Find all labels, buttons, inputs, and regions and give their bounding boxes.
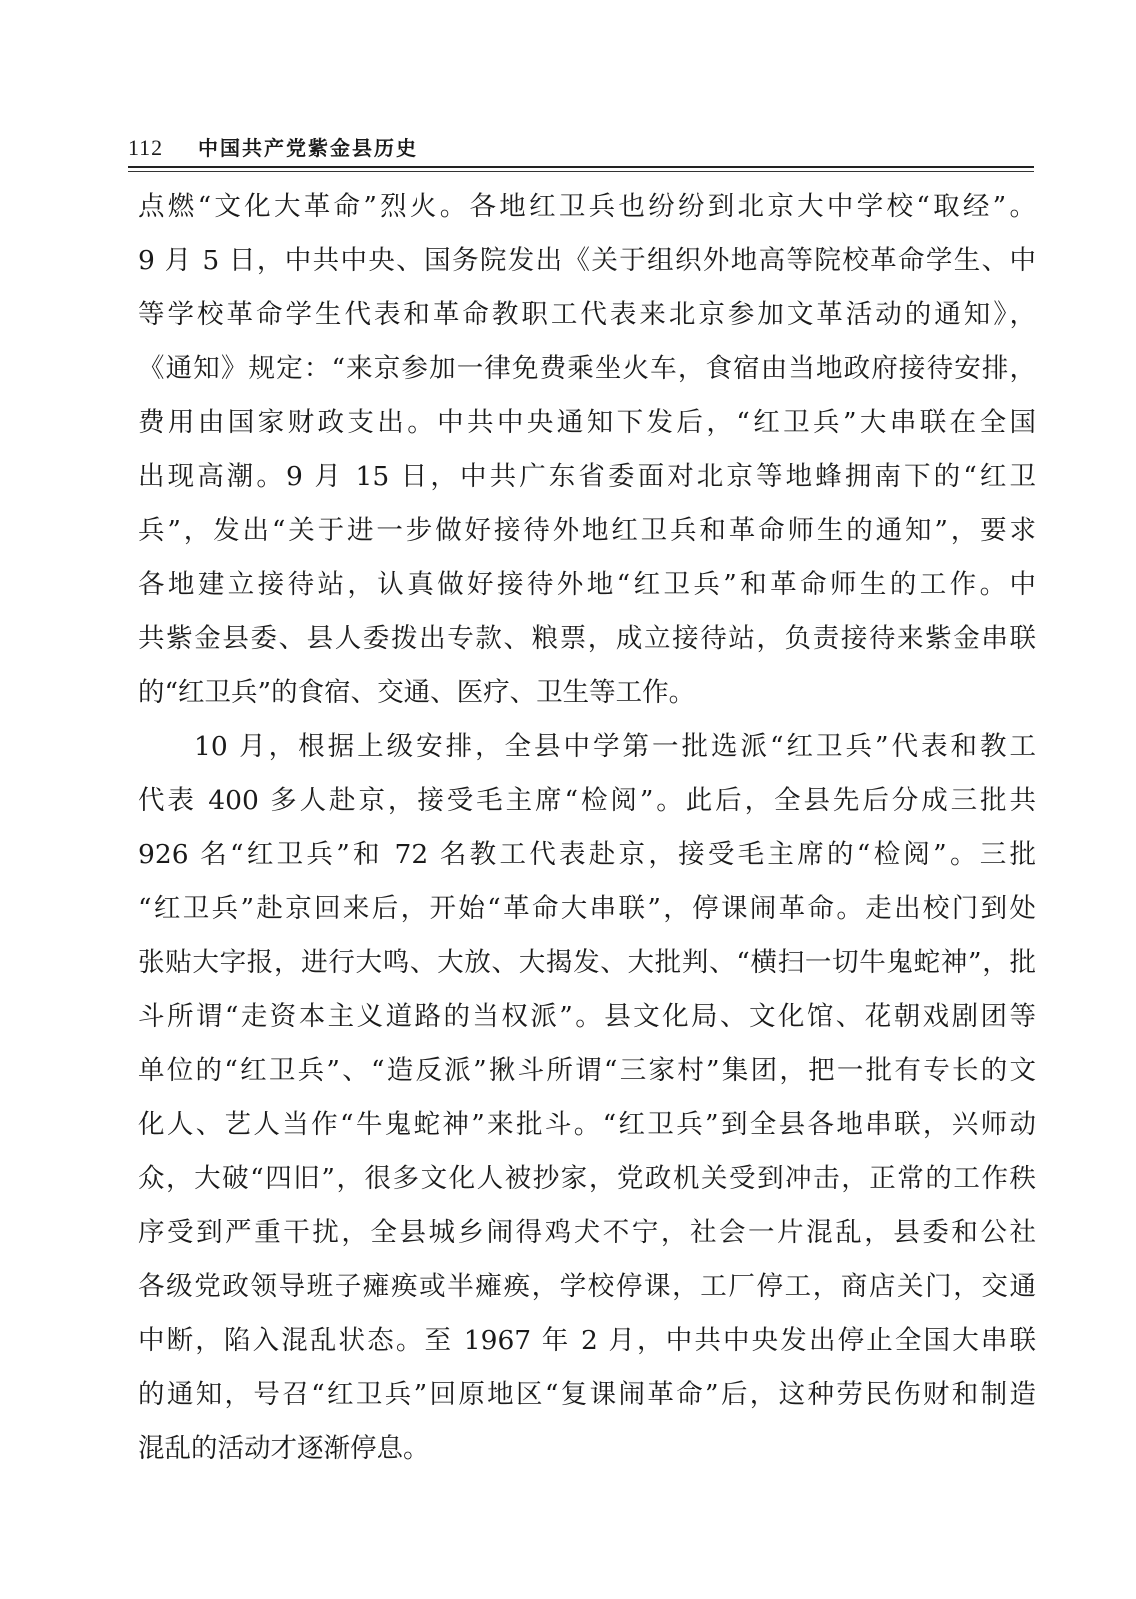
text-line: 费用由国家财政支出。中共中央通知下发后，“红卫兵”大串联在全国 <box>138 407 1036 438</box>
text-line: 《通知》规定：“来京参加一律免费乘坐火车，食宿由当地政府接待安排， <box>138 353 1036 384</box>
text-line: 出现高潮。9 月 15 日，中共广东省委面对北京等地蜂拥南下的“红卫 <box>138 461 1036 492</box>
text-line: 10 月，根据上级安排，全县中学第一批选派“红卫兵”代表和教工 <box>194 731 1036 762</box>
header-rule-thick <box>128 166 1034 168</box>
text-line: “红卫兵”赴京回来后，开始“革命大串联”，停课闹革命。走出校门到处 <box>138 893 1036 924</box>
text-line: 的“红卫兵”的食宿、交通、医疗、卫生等工作。 <box>138 677 696 708</box>
text-line: 926 名“红卫兵”和 72 名教工代表赴京，接受毛主席的“检阅”。三批 <box>138 839 1036 870</box>
text-line: 中断，陷入混乱状态。至 1967 年 2 月，中共中央发出停止全国大串联 <box>138 1325 1036 1356</box>
text-line: 众，大破“四旧”，很多文化人被抄家，党政机关受到冲击，正常的工作秩 <box>138 1163 1036 1194</box>
text-line: 等学校革命学生代表和革命教职工代表来北京参加文革活动的通知》， <box>138 299 1036 330</box>
text-line: 混乱的活动才逐渐停息。 <box>138 1433 430 1464</box>
body-text <box>138 180 1036 1476</box>
text-line: 的通知，号召“红卫兵”回原地区“复课闹革命”后，这种劳民伤财和制造 <box>138 1379 1036 1410</box>
text-line: 点燃“文化大革命”烈火。各地红卫兵也纷纷到北京大中学校“取经”。 <box>138 191 1036 222</box>
paragraph-1 <box>138 180 1036 720</box>
text-line: 斗所谓“走资本主义道路的当权派”。县文化局、文化馆、花朝戏剧团等 <box>138 1001 1036 1032</box>
text-line: 各地建立接待站，认真做好接待外地“红卫兵”和革命师生的工作。中 <box>138 569 1036 600</box>
page-header <box>128 132 1028 168</box>
page-number: 112 <box>128 135 164 160</box>
text-line: 化人、艺人当作“牛鬼蛇神”来批斗。“红卫兵”到全县各地串联，兴师动 <box>138 1109 1036 1140</box>
running-title: 中国共产党紫金县历史 <box>198 136 418 160</box>
paragraph-2 <box>138 720 1036 1476</box>
text-line: 单位的“红卫兵”、“造反派”揪斗所谓“三家村”集团，把一批有专长的文 <box>138 1055 1036 1086</box>
text-line: 共紫金县委、县人委拨出专款、粮票，成立接待站，负责接待来紫金串联 <box>138 623 1036 654</box>
text-line: 兵”，发出“关于进一步做好接待外地红卫兵和革命师生的通知”，要求 <box>138 515 1036 546</box>
text-line: 9 月 5 日，中共中央、国务院发出《关于组织外地高等院校革命学生、中 <box>138 245 1036 276</box>
header-rule-thin <box>128 171 1034 172</box>
text-line: 代表 400 多人赴京，接受毛主席“检阅”。此后，全县先后分成三批共 <box>138 785 1036 816</box>
text-line: 张贴大字报，进行大鸣、大放、大揭发、大批判、“横扫一切牛鬼蛇神”，批 <box>138 947 1036 978</box>
text-line: 各级党政领导班子瘫痪或半瘫痪，学校停课，工厂停工，商店关门，交通 <box>138 1271 1036 1302</box>
text-line: 序受到严重干扰，全县城乡闹得鸡犬不宁，社会一片混乱，县委和公社 <box>138 1217 1036 1248</box>
